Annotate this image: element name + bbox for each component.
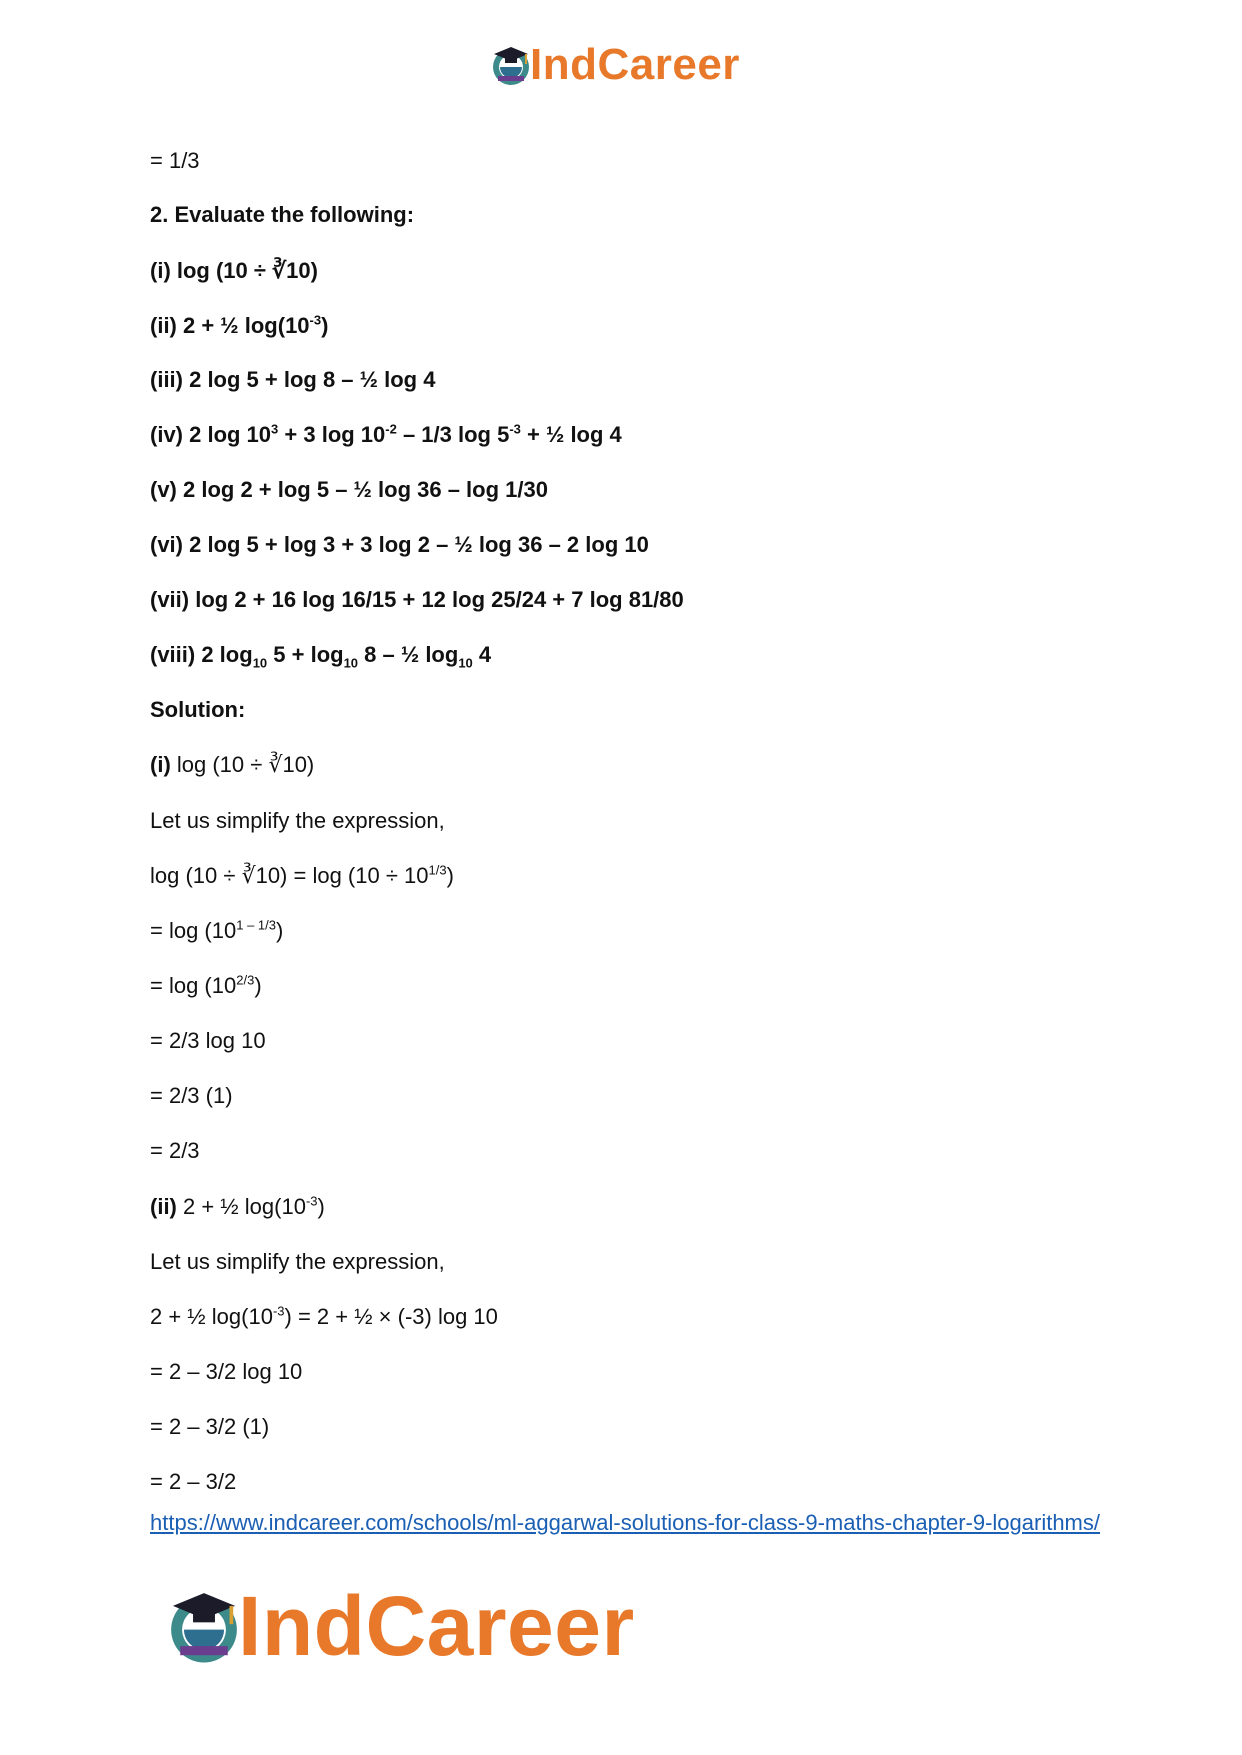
text: ) bbox=[317, 1194, 325, 1219]
footer-url-link[interactable]: https://www.indcareer.com/schools/ml-aggarwal-solutions-for-class-9-maths-chapter-9-logarithms/ bbox=[150, 1510, 1100, 1535]
question-item: (i) log (10 ÷ ∛10) bbox=[150, 258, 318, 283]
equation-line: = 2/3 (1) bbox=[150, 1083, 233, 1108]
solution-heading: Solution: bbox=[150, 697, 246, 722]
superscript: -3 bbox=[305, 1193, 318, 1209]
text: ) bbox=[276, 918, 284, 943]
brand-name: IndCareer bbox=[238, 1579, 635, 1673]
superscript: 1/3 bbox=[428, 862, 447, 878]
footer-logo bbox=[162, 1579, 635, 1673]
text: 2 + ½ log(10 bbox=[150, 1304, 273, 1329]
text: = log (10 bbox=[150, 918, 237, 943]
text: 4 bbox=[472, 642, 492, 667]
superscript: -3 bbox=[509, 421, 521, 437]
equation-line: = 1/3 bbox=[150, 148, 200, 173]
question-item bbox=[150, 642, 492, 671]
graduation-cap-globe-icon bbox=[488, 42, 534, 88]
question-item bbox=[150, 313, 328, 339]
text: = log (10 bbox=[150, 973, 237, 998]
superscript: 3 bbox=[271, 421, 279, 437]
text: ) bbox=[254, 973, 262, 998]
text: + ½ log 4 bbox=[520, 422, 622, 447]
solution-part bbox=[150, 1194, 325, 1220]
equation-line: = 2 – 3/2 log 10 bbox=[150, 1359, 303, 1384]
text: ) bbox=[321, 313, 329, 338]
superscript: -3 bbox=[272, 1303, 285, 1319]
question-heading: 2. Evaluate the following: bbox=[150, 202, 415, 227]
equation-line bbox=[150, 1304, 498, 1330]
equation-line bbox=[150, 863, 454, 889]
brand-name: IndCareer bbox=[530, 40, 740, 89]
subscript: 10 bbox=[343, 655, 359, 671]
equation-line bbox=[150, 918, 283, 944]
text: log (10 ÷ ∛10) bbox=[170, 752, 315, 777]
subscript: 10 bbox=[252, 655, 268, 671]
solution-text: Let us simplify the expression, bbox=[150, 1249, 445, 1274]
graduation-cap-globe-icon bbox=[162, 1584, 246, 1668]
equation-line: = 2 – 3/2 bbox=[150, 1469, 237, 1494]
part-label: (i) bbox=[150, 752, 171, 777]
equation-line: = 2/3 log 10 bbox=[150, 1028, 266, 1053]
text: 8 – ½ log bbox=[358, 642, 459, 667]
superscript: 2/3 bbox=[236, 972, 255, 988]
header-logo bbox=[488, 42, 740, 88]
text: 2 + ½ log(10 bbox=[176, 1194, 306, 1219]
solution-text: Let us simplify the expression, bbox=[150, 808, 445, 833]
solution-part bbox=[150, 752, 314, 778]
text: log (10 ÷ ∛10) = log (10 ÷ 10 bbox=[150, 863, 429, 888]
question-item: (v) 2 log 2 + log 5 – ½ log 36 – log 1/30 bbox=[150, 477, 548, 502]
text: ) = 2 + ½ × (-3) log 10 bbox=[284, 1304, 498, 1329]
part-label: (ii) bbox=[150, 1194, 177, 1219]
text: (ii) 2 + ½ log(10 bbox=[150, 313, 310, 338]
text: (iv) 2 log 10 bbox=[150, 422, 272, 447]
text: 5 + log bbox=[267, 642, 344, 667]
superscript: -2 bbox=[385, 421, 397, 437]
superscript: -3 bbox=[309, 312, 322, 328]
superscript: 1 – 1/3 bbox=[236, 917, 276, 933]
text: – 1/3 log 5 bbox=[396, 422, 510, 447]
question-item bbox=[150, 422, 622, 448]
question-item: (iii) 2 log 5 + log 8 – ½ log 4 bbox=[150, 367, 436, 392]
text: + 3 log 10 bbox=[278, 422, 386, 447]
equation-line: = 2/3 bbox=[150, 1138, 200, 1163]
text: ) bbox=[446, 863, 454, 888]
equation-line bbox=[150, 973, 262, 999]
question-item: (vi) 2 log 5 + log 3 + 3 log 2 – ½ log 36 – 2 log 10 bbox=[150, 532, 649, 557]
equation-line: = 2 – 3/2 (1) bbox=[150, 1414, 270, 1439]
question-item: (vii) log 2 + 16 log 16/15 + 12 log 25/24 + 7 log 81/80 bbox=[150, 587, 684, 612]
subscript: 10 bbox=[458, 655, 473, 671]
text: (viii) 2 log bbox=[150, 642, 253, 667]
